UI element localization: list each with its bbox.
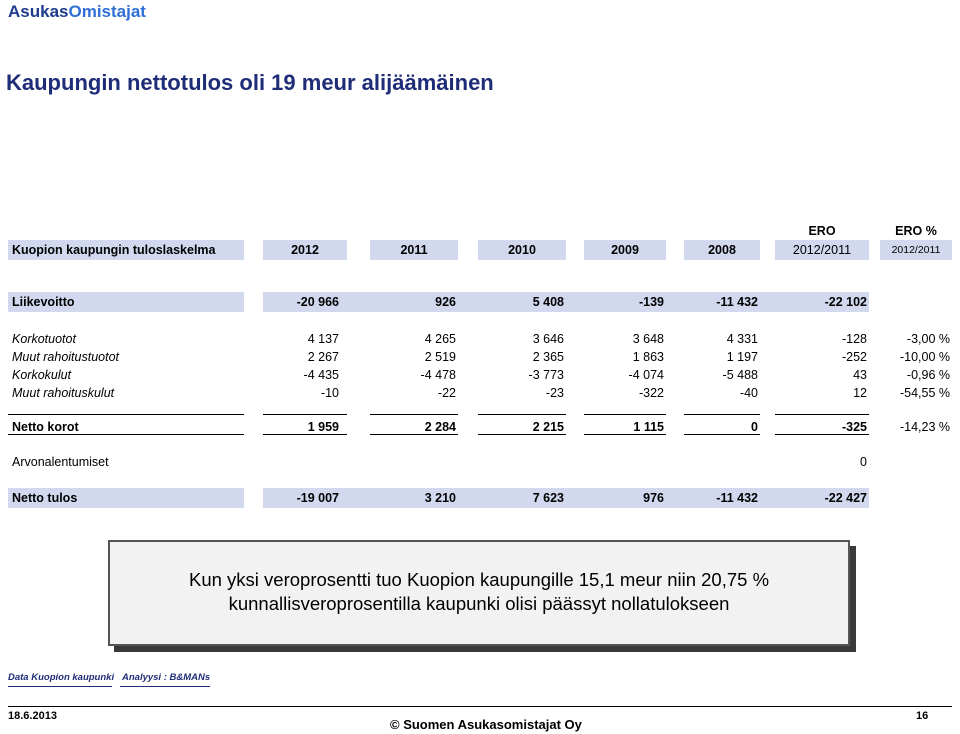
ero-cell: -22 102 (824, 295, 867, 309)
table-cell: -139 (638, 295, 664, 309)
footer-page-number: 16 (916, 710, 929, 722)
ero-pct-cell: -3,00 % (906, 332, 950, 346)
table-cell: 7 623 (532, 491, 564, 505)
table-cell: 2 284 (424, 420, 456, 434)
source-analysis: Analyysi : B&MANs (122, 672, 211, 683)
row-label: Netto tulos (12, 491, 78, 505)
slide-title: Kaupungin nettotulos oli 19 meur alijäämäinen (6, 70, 494, 95)
table-cell: 3 210 (424, 491, 456, 505)
divider (584, 414, 666, 415)
ero-pct-cell: -54,55 % (899, 386, 950, 400)
table-cell: -322 (638, 386, 664, 400)
divider (478, 414, 566, 415)
row-label: Korkokulut (12, 368, 72, 382)
callout-line2: kunnallisveroprosentilla kaupunki olisi päässyt nollatulokseen (228, 593, 730, 614)
divider (684, 414, 760, 415)
footer-rule (8, 706, 952, 707)
ero-cell: -325 (841, 420, 867, 434)
row-label: Muut rahoitustuotot (12, 350, 120, 364)
row-label: Liikevoitto (12, 295, 75, 309)
ero-cell: 43 (853, 368, 867, 382)
table-cell: -11 432 (716, 295, 758, 309)
footer-date: 18.6.2013 (8, 710, 57, 722)
divider (8, 686, 112, 687)
ero-pct-cell: -10,00 % (899, 350, 950, 364)
table-cell: -19 007 (296, 491, 339, 505)
footer-copyright: © Suomen Asukasomistajat Oy (390, 717, 582, 732)
divider (8, 414, 244, 415)
divider (775, 434, 869, 435)
year-header: 2010 (508, 243, 536, 257)
table-cell: -10 (320, 386, 339, 400)
year-header: 2009 (611, 243, 639, 257)
divider (370, 434, 458, 435)
table-cell: 4 137 (307, 332, 339, 346)
table-cell: -4 435 (303, 368, 339, 382)
table-cell: 2 267 (307, 350, 339, 364)
divider (263, 434, 347, 435)
ero-cell: 0 (860, 455, 867, 469)
table-cell: 2 365 (532, 350, 564, 364)
ero-subheader: 2012/2011 (792, 243, 852, 257)
year-header: 2012 (291, 243, 319, 257)
year-header: 2011 (400, 243, 428, 257)
ero-cell: -128 (841, 332, 867, 346)
table-cell: 1 959 (307, 420, 339, 434)
ero-cell: -22 427 (824, 491, 867, 505)
table-cell: 1 863 (632, 350, 664, 364)
row-label: Netto korot (12, 420, 79, 434)
table-cell: 5 408 (532, 295, 564, 309)
year-header: 2008 (708, 243, 736, 257)
table-cell: -4 478 (420, 368, 456, 382)
divider (263, 414, 347, 415)
row-label: Arvonalentumiset (12, 455, 109, 469)
ero-pct-cell: -0,96 % (906, 368, 950, 382)
table-cell: 1 197 (726, 350, 758, 364)
table-cell: 2 215 (532, 420, 564, 434)
ero-pct-header: ERO % (895, 224, 937, 238)
ero-header: ERO (808, 224, 836, 238)
divider (370, 414, 458, 415)
divider (8, 434, 244, 435)
table-cell: 3 648 (632, 332, 664, 346)
callout-box (108, 540, 850, 646)
table-cell: 926 (435, 295, 456, 309)
table-cell: -23 (545, 386, 564, 400)
table-cell: 0 (751, 420, 758, 434)
table-cell: -3 773 (528, 368, 564, 382)
row-label: Muut rahoituskulut (12, 386, 115, 400)
divider (584, 434, 666, 435)
table-cell: -22 (437, 386, 456, 400)
table-cell: 976 (643, 491, 664, 505)
table-cell: -5 488 (722, 368, 758, 382)
ero-pct-subheader: 2012/2011 (891, 244, 941, 256)
brand-part1: Asukas (8, 2, 69, 21)
brand-part2: Omistajat (68, 2, 146, 21)
divider (684, 434, 760, 435)
table-cell: -4 074 (628, 368, 664, 382)
divider (478, 434, 566, 435)
table-cell: 4 265 (424, 332, 456, 346)
table-label: Kuopion kaupungin tuloslaskelma (12, 243, 216, 257)
row-label: Korkotuotot (12, 332, 76, 346)
table-cell: 3 646 (532, 332, 564, 346)
ero-cell: -252 (841, 350, 867, 364)
divider (120, 686, 210, 687)
table-cell: 2 519 (424, 350, 456, 364)
table-cell: -11 432 (716, 491, 758, 505)
ero-cell: 12 (853, 386, 867, 400)
table-cell: -20 966 (296, 295, 339, 309)
divider (775, 414, 869, 415)
callout-line1: Kun yksi veroprosentti tuo Kuopion kaupungille 15,1 meur niin 20,75 % (188, 569, 770, 590)
table-cell: -40 (739, 386, 758, 400)
brand-logo (8, 2, 146, 22)
table-cell: 1 115 (633, 420, 664, 434)
table-cell: 4 331 (726, 332, 758, 346)
source-data: Data Kuopion kaupunki (8, 672, 115, 683)
ero-pct-cell: -14,23 % (899, 420, 950, 434)
